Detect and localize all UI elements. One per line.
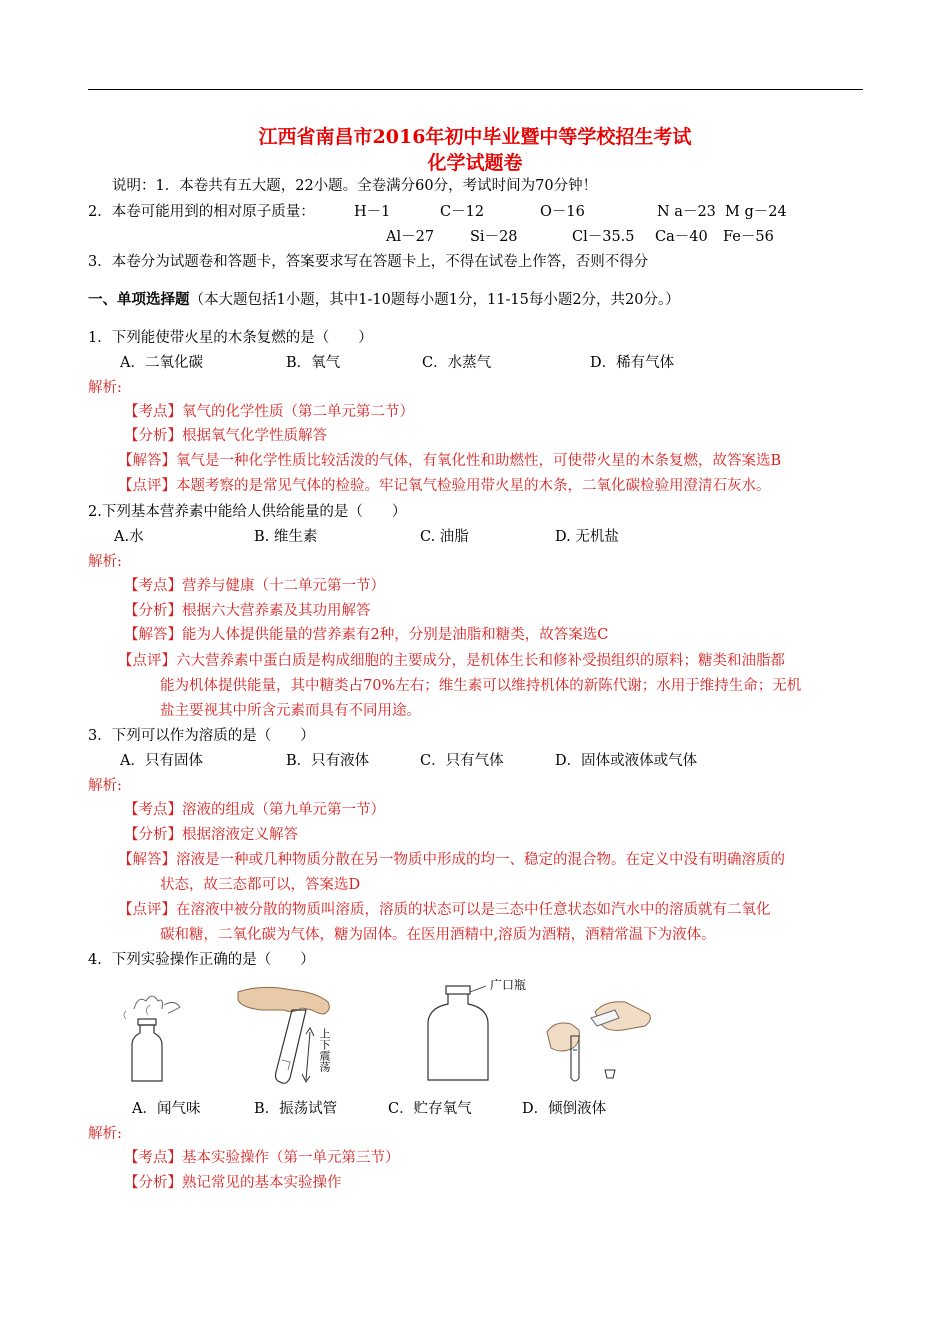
exam-title: 江西省南昌市2016年初中毕业暨中等学校招生考试 bbox=[258, 126, 692, 148]
q3-option-d: D．固体或液体或气体 bbox=[555, 753, 698, 769]
figure-shake-tube bbox=[232, 980, 350, 1090]
mass-si: Si－28 bbox=[470, 229, 518, 245]
q4-analysis-label: 解析: bbox=[88, 1126, 122, 1142]
q4-option-b: B．振荡试管 bbox=[254, 1101, 338, 1117]
q4-option-c: C．贮存氧气 bbox=[388, 1101, 472, 1117]
q4-fenxi: 【分析】熟记常见的基本实验操作 bbox=[124, 1175, 342, 1191]
q2-analysis-label: 解析: bbox=[88, 554, 122, 570]
q1-option-c: C．水蒸气 bbox=[422, 355, 492, 371]
note-3: 3．本卷分为试题卷和答题卡，答案要求写在答题卡上，不得在试卷上作答，否则不得分 bbox=[88, 254, 649, 270]
section-heading bbox=[88, 290, 680, 310]
q1-analysis-label: 解析: bbox=[88, 380, 122, 396]
note-1: 说明：1．本卷共有五大题，22小题。全卷满分60分，考试时间为70分钟！ bbox=[112, 178, 598, 194]
q4-kaodian: 【考点】基本实验操作（第一单元第三节） bbox=[124, 1150, 400, 1166]
q4-option-d: D．倾倒液体 bbox=[522, 1101, 607, 1117]
q3-jieda-2: 状态，故三态都可以，答案选D bbox=[160, 877, 361, 893]
q3-kaodian: 【考点】溶液的组成（第九单元第一节） bbox=[124, 802, 385, 818]
q2-fenxi: 【分析】根据六大营养素及其功用解答 bbox=[124, 603, 371, 619]
section-desc: （本大题包括1小题，其中1-10题每小题1分，11-15每小题2分，共20分。） bbox=[189, 292, 680, 308]
q2-option-a: A.水 bbox=[114, 529, 144, 545]
q3-jieda-1: 【解答】溶液是一种或几种物质分散在另一物质中形成的均一、稳定的混合物。在定义中没有明确溶质的 bbox=[118, 852, 785, 868]
exam-subtitle: 化学试题卷 bbox=[427, 152, 523, 174]
q1-option-a: A．二氧化碳 bbox=[120, 355, 203, 371]
top-rule bbox=[88, 89, 863, 90]
q2-option-b: B. 维生素 bbox=[254, 529, 318, 545]
q3-option-b: B．只有液体 bbox=[286, 753, 370, 769]
section-title: 一、单项选择题 bbox=[88, 291, 190, 308]
q2-option-d: D. 无机盐 bbox=[555, 529, 619, 545]
q1-jieda: 【解答】氧气是一种化学性质比较活泼的气体，有氧化性和助燃性，可使带火星的木条复燃，故答案选B bbox=[118, 453, 782, 469]
mass-h: H－1 bbox=[354, 204, 391, 220]
q1-option-b: B．氧气 bbox=[286, 355, 341, 371]
q4-option-a: A．闻气味 bbox=[132, 1101, 201, 1117]
q2-kaodian: 【考点】营养与健康（十二单元第一节） bbox=[124, 578, 385, 594]
q3-analysis-label: 解析: bbox=[88, 778, 122, 794]
q3-dianping-1: 【点评】在溶液中被分散的物质叫溶质，溶质的状态可以是三态中任意状态如汽水中的溶质就有二氧化 bbox=[118, 902, 771, 918]
q1-option-d: D．稀有气体 bbox=[590, 355, 675, 371]
q2-dianping-2: 能为机体提供能量，其中糖类占70%左右；维生素可以维持机体的新陈代谢；水用于维持生命；无机 bbox=[160, 678, 802, 694]
q1-dianping: 【点评】本题考察的是常见气体的检验。牢记氧气检验用带火星的木条，二氧化碳检验用澄清石灰水。 bbox=[118, 478, 771, 494]
q1-stem: 1．下列能使带火星的木条复燃的是（ ） bbox=[88, 330, 373, 346]
q4-stem: 4．下列实验操作正确的是（ ） bbox=[88, 952, 315, 968]
q1-kaodian: 【考点】氧气的化学性质（第二单元第二节） bbox=[124, 404, 414, 420]
mass-na: N a－23 bbox=[657, 204, 716, 220]
note-2-label: 2．本卷可能用到的相对原子质量： bbox=[88, 204, 315, 220]
q2-dianping-1: 【点评】六大营养素中蛋白质是构成细胞的主要成分，是机体生长和修补受损组织的原料；糖类和油脂都 bbox=[118, 653, 785, 669]
q2-jieda: 【解答】能为人体提供能量的营养素有2种，分别是油脂和糖类，故答案选C bbox=[124, 627, 609, 643]
mass-mg: M g－24 bbox=[725, 204, 787, 220]
figure-wide-mouth-bottle bbox=[420, 980, 510, 1085]
q3-stem: 3．下列可以作为溶质的是（ ） bbox=[88, 728, 315, 744]
mass-al: Al－27 bbox=[386, 229, 435, 245]
q3-option-c: C．只有气体 bbox=[420, 753, 504, 769]
mass-cl: Cl－35.5 bbox=[572, 229, 635, 245]
figure-smell-gas bbox=[118, 985, 188, 1085]
q3-dianping-2: 碳和糖，二氧化碳为气体，糖为固体。在医用酒精中,溶质为酒精，酒精常温下为液体。 bbox=[160, 927, 716, 943]
q3-fenxi: 【分析】根据溶液定义解答 bbox=[124, 827, 298, 843]
mass-fe: Fe－56 bbox=[723, 229, 774, 245]
mass-ca: Ca－40 bbox=[655, 229, 708, 245]
mass-c: C－12 bbox=[440, 204, 485, 220]
mass-o: O－16 bbox=[540, 204, 585, 220]
bottle-label: 广口瓶 bbox=[490, 978, 527, 992]
q2-dianping-3: 盐主要视其中所含元素而具有不同用途。 bbox=[160, 703, 421, 719]
shake-label: 上下震荡 bbox=[318, 1028, 331, 1072]
q1-fenxi: 【分析】根据氧气化学性质解答 bbox=[124, 428, 327, 444]
q2-option-c: C. 油脂 bbox=[420, 529, 469, 545]
q2-stem: 2.下列基本营养素中能给人供给能量的是（ ） bbox=[88, 504, 407, 520]
figure-pour-liquid bbox=[545, 990, 665, 1090]
q3-option-a: A．只有固体 bbox=[120, 753, 203, 769]
